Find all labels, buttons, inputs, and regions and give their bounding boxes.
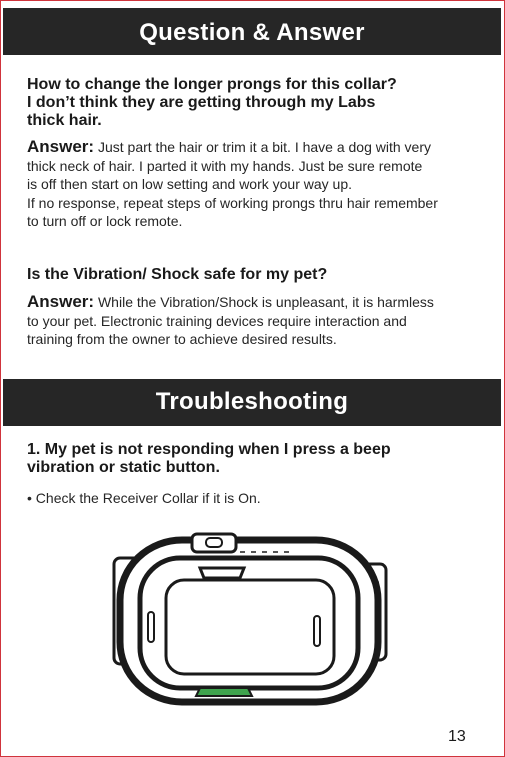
answer-1: Answer: Just part the hair or trim it a bit. I have a dog with very thick neck of hair. I parted it with my hands. Just be sure remote is off then start on low setting and work your way up. If no response, repeat steps of working prongs thru hair remember to turn off or lock remote. xyxy=(27,137,438,229)
troubleshooting-section-title: Troubleshooting xyxy=(3,379,501,426)
troubleshooting-item-1 xyxy=(27,441,492,506)
answer-label: Answer: xyxy=(27,137,95,156)
receiver-collar-icon xyxy=(100,528,400,708)
question-2 xyxy=(27,266,492,349)
troubleshooting-heading: 1. My pet is not responding when I press a beep vibration or static button. xyxy=(27,441,391,476)
qa-section-title: Question & Answer xyxy=(3,8,501,55)
question-1 xyxy=(27,76,492,231)
page-number: 13 xyxy=(448,728,466,745)
answer-label: Answer: xyxy=(27,292,95,311)
troubleshooting-bullet: • Check the Receiver Collar if it is On. xyxy=(27,490,261,506)
question-1-text: How to change the longer prongs for this collar? I don’t think they are getting through my Labs thick hair. xyxy=(27,76,397,129)
question-2-text: Is the Vibration/ Shock safe for my pet? xyxy=(27,266,328,283)
answer-2: Answer: While the Vibration/Shock is unpleasant, it is harmless to your pet. Electronic training devices require interaction and training from the owner to achieve desired results. xyxy=(27,292,434,347)
